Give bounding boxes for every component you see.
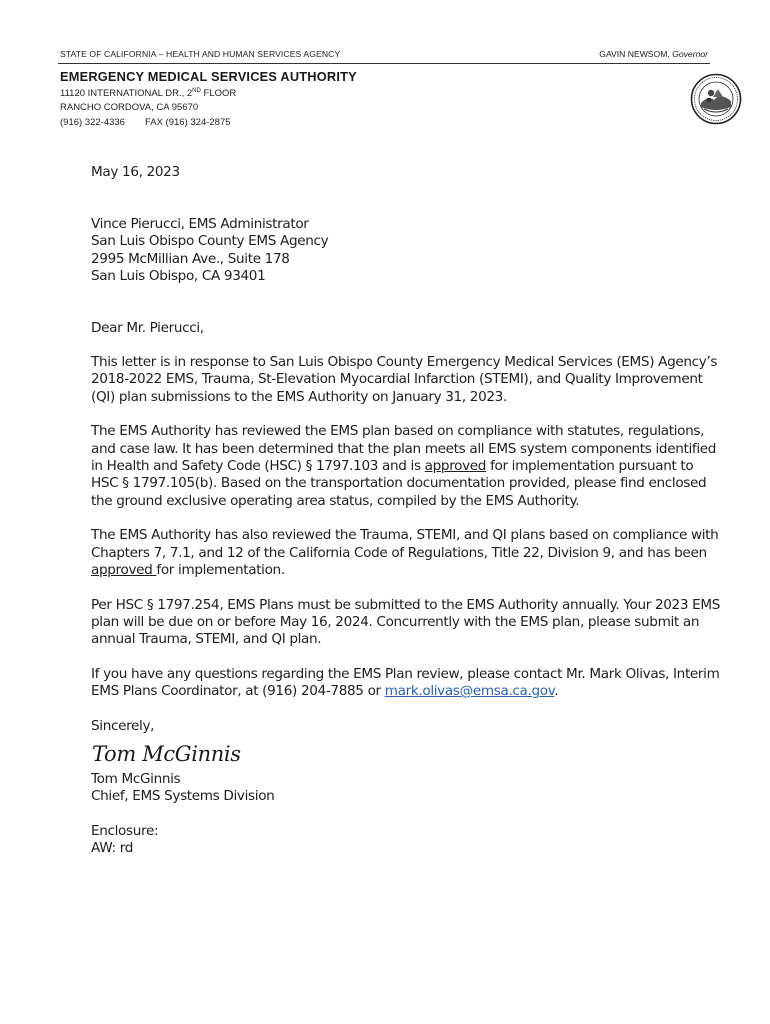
paragraph-2-text-end: for implementation pursuant to HSC § 1797.105(b). Based on the transportation documentation provided, please find enclosed the ground exclusive operating area status, compiled by the EMS Authority. <box>91 458 707 509</box>
agency-line: STATE OF CALIFORNIA – HEALTH AND HUMAN SERVICES AGENCY <box>60 49 341 59</box>
governor-line <box>599 49 708 59</box>
approved-emphasis: approved <box>424 458 487 475</box>
authority-name: EMERGENCY MEDICAL SERVICES AUTHORITY <box>60 69 357 84</box>
paragraph-5-text-end: . <box>554 683 559 700</box>
paragraph-1: This letter is in response to San Luis Obispo County Emergency Medical Services (EMS) Agency’s 2018-2022 EMS, Trauma, St-Elevation Myocardial Infarction (STEMI), and Quality Improvement (QI) plan submissions to the EMS Authority on January 31, 2023. <box>91 354 718 405</box>
address-line-1-suffix: FLOOR <box>200 88 237 99</box>
state-seal-icon <box>690 73 742 125</box>
signature <box>91 735 721 771</box>
recipient-org: San Luis Obispo County EMS Agency <box>91 233 329 250</box>
signer-title: Chief, EMS Systems Division <box>91 788 275 805</box>
paragraph-5 <box>91 666 721 701</box>
email-link[interactable]: mark.olivas@emsa.ca.gov <box>384 683 555 700</box>
letter-body <box>91 164 721 858</box>
paragraph-3-text: The EMS Authority has also reviewed the Trauma, STEMI, and QI plans based on compliance with Chapters 7, 7.1, and 12 of the California Code of Regulations, Title 22, Division 9, and has been <box>91 527 719 561</box>
address-line-2: RANCHO CORDOVA, CA 95670 <box>60 102 199 113</box>
salutation: Dear Mr. Pierucci, <box>91 319 204 336</box>
paragraph-2 <box>91 423 721 510</box>
letterhead-divider <box>58 63 710 64</box>
recipient-street: 2995 McMillian Ave., Suite 178 <box>91 250 290 267</box>
address-line-1 <box>60 88 236 99</box>
paragraph-3-text-end: for implementation. <box>156 562 285 579</box>
closing: Sincerely, <box>91 717 155 734</box>
approved-emphasis: approved <box>91 562 157 579</box>
paragraph-2-text: The EMS Authority has reviewed the EMS plan based on compliance with statutes, regulations, and case law. It has been determined that the plan meets all EMS system components identified in Health and Safety Code (HSC) § 1797.103 and is <box>91 423 717 475</box>
recipient-name: Vince Pierucci, EMS Administrator <box>91 216 309 232</box>
signature-mark <box>91 735 241 773</box>
recipient-city: San Luis Obispo, CA 93401 <box>91 268 266 285</box>
signer-name: Tom McGinnis <box>91 770 181 787</box>
address-line-1-prefix: 11120 INTERNATIONAL DR., 2 <box>60 88 193 99</box>
fax-number: FAX (916) 324-2875 <box>144 117 231 128</box>
paragraph-5-text: If you have any questions regarding the EMS Plan review, please contact Mr. Mark Olivas, Interim EMS Plans Coordinator, at (916) 204-7885 or <box>91 665 720 700</box>
letter-date: May 16, 2023 <box>91 164 180 180</box>
phone-number: (916) 322-4336 <box>60 117 125 128</box>
governor-name: GAVIN NEWSOM, <box>599 49 670 59</box>
initials: AW: rd <box>91 840 133 857</box>
paragraph-3 <box>91 527 721 579</box>
enclosure-label: Enclosure: <box>91 822 159 839</box>
paragraph-4: Per HSC § 1797.254, EMS Plans must be submitted to the EMS Authority annually. Your 2023 EMS plan will be due on or before May 16, 2024. Concurrently with the EMS plan, please submit an annual Trauma, STEMI, and QI plan. <box>91 596 721 648</box>
governor-title: Governor <box>672 49 708 59</box>
contact-line <box>60 117 231 128</box>
address-line-1-sup: ND <box>192 87 201 94</box>
signature-text: Tom McGinnis <box>92 741 241 766</box>
